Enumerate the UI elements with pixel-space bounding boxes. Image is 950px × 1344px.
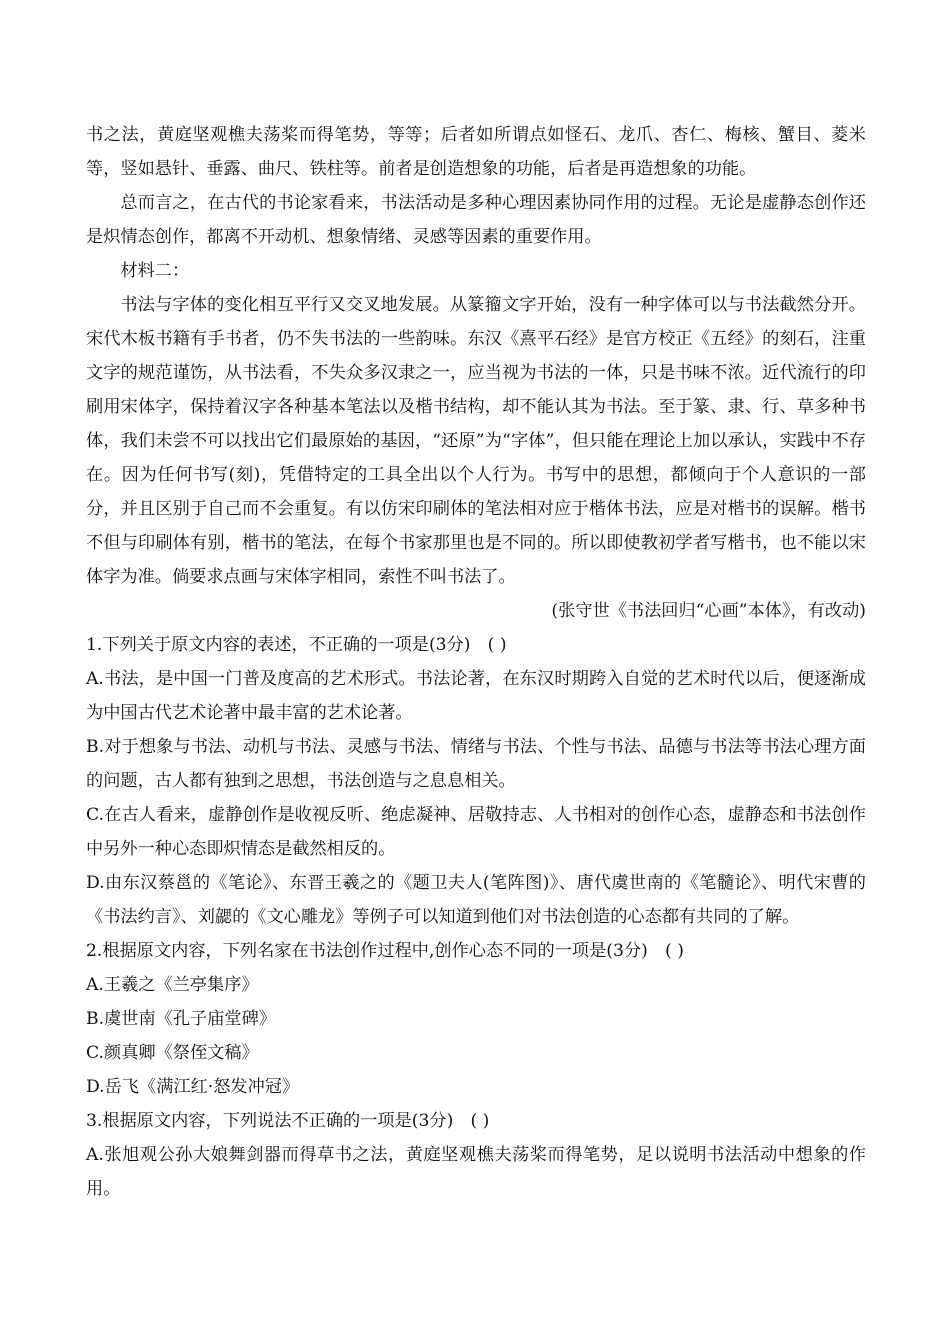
exam-page <box>86 118 866 1206</box>
question-stem: 2.根据原文内容，下列名家在书法创作过程中,创作心态不同的一项是(3分) ( ) <box>86 941 684 961</box>
question-option: D.由东汉蔡邕的《笔论》、东晋王羲之的《题卫夫人(笔阵图)》、唐代虞世南的《笔髓论》、明代宋曹的《书法约言》、刘勰的《文心雕龙》等例子可以知道到他们对书法创造的心态都有共同的了解。 <box>86 873 866 927</box>
question-2 <box>86 934 866 1104</box>
question-option: B.对于想象与书法、动机与书法、灵感与书法、情绪与书法、个性与书法、品德与书法等书法心理方面的问题，古人都有独到之思想，书法创造与之息息相关。 <box>86 737 866 791</box>
material2-source: (张守世《书法回归“心画”本体》，有改动) <box>551 601 866 621</box>
question-stem: 1.下列关于原文内容的表述，不正确的一项是(3分) ( ) <box>86 635 507 655</box>
question-1 <box>86 628 866 934</box>
material2-heading: 材料二： <box>120 261 190 281</box>
question-option: A.王羲之《兰亭集序》 <box>86 975 259 995</box>
material1-summary-paragraph: 总而言之，在古代的书论家看来，书法活动是多种心理因素协同作用的过程。无论是虚静态创作还是炽情态创作，都离不开动机、想象情绪、灵感等因素的重要作用。 <box>86 193 866 247</box>
question-option: D.岳飞《满江红·怒发冲冠》 <box>86 1077 300 1097</box>
material1-paragraph: 书之法，黄庭坚观樵夫荡桨而得笔势，等等；后者如所谓点如怪石、龙爪、杏仁、梅核、蟹目、菱米等，竖如悬针、垂露、曲尺、铁柱等。前者是创造想象的功能，后者是再造想象的功能。 <box>86 125 866 179</box>
material2-body: 书法与字体的变化相互平行又交叉地发展。从篆籀文字开始，没有一种字体可以与书法截然分开。宋代木板书籍有手书者，仍不失书法的一些韵味。东汉《熹平石经》是官方校正《五经》的刻石，注重文字的规范谨饬，从书法看，不失众多汉隶之一，应当视为书法的一体，只是书味不浓。近代流行的印刷用宋体字，保持着汉字各种基本笔法以及楷书结构，却不能认其为书法。至于篆、隶、行、草多种书体，我们未尝不可以找出它们最原始的基因，“还原”为“字体”，但只能在理论上加以承认，实践中不存在。因为任何书写(刻)，凭借特定的工具全出以个人行为。书写中的思想，都倾向于个人意识的一部分，并且区别于自己而不会重复。有以仿宋印刷体的笔法相对应于楷体书法，应是对楷书的误解。楷书不但与印刷体有别，楷书的笔法，在每个书家那里也是不同的。所以即使教初学者写楷书，也不能以宋体字为准。倘要求点画与宋体字相同，索性不叫书法了。 <box>86 295 866 587</box>
question-option: B.虞世南《孔子庙堂碑》 <box>86 1009 276 1029</box>
question-option: C.颜真卿《祭侄文稿》 <box>86 1043 259 1063</box>
question-stem: 3.根据原文内容，下列说法不正确的一项是(3分) ( ) <box>86 1111 490 1131</box>
question-option: A.张旭观公孙大娘舞剑器而得草书之法，黄庭坚观樵夫荡桨而得笔势，足以说明书法活动中想象的作用。 <box>86 1145 866 1199</box>
question-3 <box>86 1104 866 1206</box>
question-option: A.书法，是中国一门普及度高的艺术形式。书法论著，在东汉时期跨入自觉的艺术时代以后，便逐渐成为中国古代艺术论著中最丰富的艺术论著。 <box>86 669 866 723</box>
question-option: C.在古人看来，虚静创作是收视反听、绝虑凝神、居敬持志、人书相对的创作心态，虚静态和书法创作中另外一种心态即炽情态是截然相反的。 <box>86 805 866 859</box>
